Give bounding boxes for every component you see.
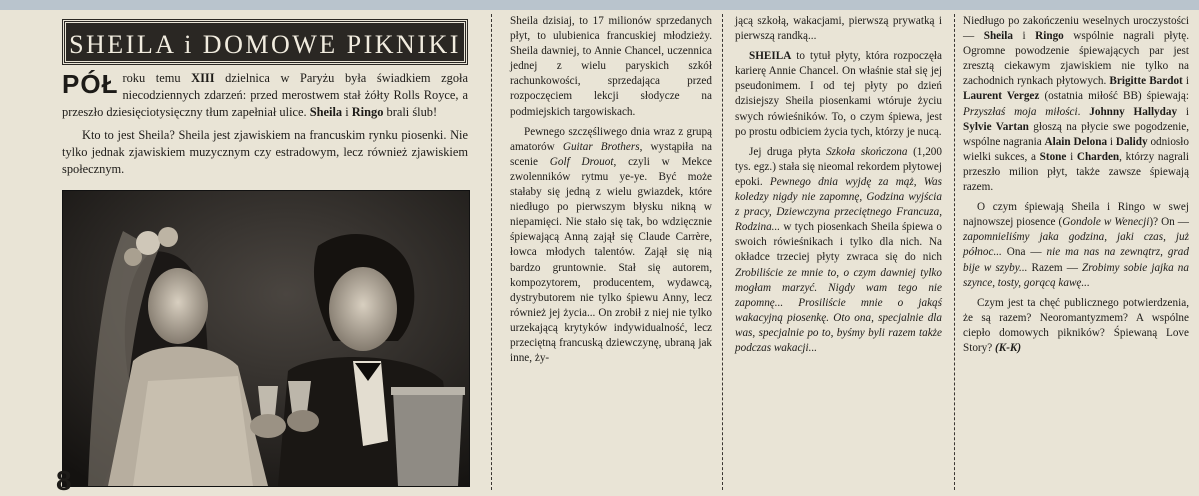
column-rule: [954, 14, 955, 490]
lead-paragraph-1: [62, 70, 468, 121]
article-paragraph: jącą szkołą, wakacjami, pierwszą prywatką i pierwszą randką...: [735, 15, 942, 43]
page-number: 8: [56, 465, 72, 496]
article-paragraph: Sheila dzisiaj, to 17 milionów sprzedanych płyt, to ulubienica francuskiej młodzieży. Sheila dawniej, to Annie Chancel, uczennica jednej z wielu paryskich szkół rachunkowości, sprzedająca przed rozpoczęciem lekcji słodycze na podmiejskich targowiskach.: [510, 15, 712, 118]
top-color-band: [0, 0, 1199, 10]
column-3: [735, 14, 942, 356]
article-paragraph: Pewnego szczęśliwego dnia wraz z grupą amatorów Guitar Brothers, wystąpiła na scenie Golf Drouot, czyli w Mekce zwolenników rytmu ye-ye. Być może stałaby się jedną z wielu gwiazdek, które niedługo po pierwszym błysku nikną w niepamięci. Nie stało się tak, bo wdzięcznie śpiewającą Anną zajął się Claude Carrère, łowca młodych talentów. Zajął się nią bardzo gruntownie. Stał się autorem, kompozytorem, producentem, wydawcą, dystrybutorem nie tylko śpiewu Anny, lecz również jej życia... On zrobił z niej nie tylko urzekającą krytyków indywidualność, lecz przeciętną francuską dziewczynę, ubraną jak inne, ży-: [510, 125, 713, 365]
article-paragraph: SHEILA to tytuł płyty, która rozpoczęła karierę Annie Chancel. On właśnie stał się jej pseudonimem. I od tej płyty po dzień dzisiejszy Sheila piosenkami wtóruje życiu swych rówieśników. To, o czym śpiewa, jest po prostu odbiciem życia tych, którzy je nucą.: [735, 50, 942, 138]
column-rule: [491, 14, 492, 490]
lead-paragraph-1-text: roku temu XIII dzielnica w Paryżu była świadkiem zgoła niecodziennych zdarzeń: przed merostwem stał żółty Rolls Royce, a przeszło dziesięciotysięczny tłum zapełniał ulice. Sheila i Ringo brali ślub!: [62, 71, 468, 119]
column-4: [963, 14, 1189, 356]
article-photo: [62, 190, 470, 487]
article-paragraph: O czym śpiewają Sheila i Ringo w swej najnowszej piosence (Gondole w Wenecji)? On — zapomnieliśmy jaka godzina, jaki czas, już północ... Ona — nie ma nas na zewnątrz, grad bije w szyby... Razem — Zrobimy sobie jajka na szynce, tosty, gorącą kawę...: [963, 201, 1189, 289]
column-2: [510, 14, 712, 366]
article-paragraph: Niedługo po zakończeniu weselnych uroczystości — Sheila i Ringo wspólnie nagrali płytę. Ogromne powodzenie śpiewających par jest zresztą ciekawym zjawiskiem nie tylko na zachodnich rynkach płytowych. Brigitte Bardot i Laurent Vergez (ostatnia miłość BB) śpiewają: Przyszłaś moja miłości. Johnny Hallyday i Sylvie Vartan głoszą na płycie swe pogodzenie, wspólne nagrania Alain Delona i Dalidy odniosło wielki sukces, a Stone i Charden, którzy nagrali przeszło milion płyt, także zawsze śpiewają razem.: [963, 15, 1190, 194]
drop-cap: PÓŁ: [62, 69, 119, 99]
article-headline: SHEILA i DOMOWE PIKNIKI: [63, 20, 467, 64]
lead-paragraph-2: Kto to jest Sheila? Sheila jest zjawiskiem na francuskim rynku piosenki. Nie tylko jednak zjawiskiem muzycznym czy estradowym, lecz również zjawiskiem społecznym.: [62, 128, 468, 176]
wedding-couple-photo: [63, 191, 469, 486]
article-lead: [62, 70, 468, 178]
article-paragraph: Jej druga płyta Szkoła skończona (1,200 tys. egz.) stała się nieomal rekordem płytowej epoki. Pewnego dnia wyjdę za mąż, Was koledzy nigdy nie zapomnę, Godzina wyjścia z pracy, Dziewczyna przeciętnego Francuza, Rodzina... w tych piosenkach Sheila śpiewa o swoich rówieśnikach i tylko dla nich. Na okładce trzeciej płyty zwraca się do nich Zrobiliście ze mnie to, o czym dawniej tylko mogłam marzyć. Nigdy wam tego nie zapomnę... Prosiliście mnie o jakąś wakacyjną piosenkę. Oto ona, specjalnie dla was, specjalnie po to, byśmy byli razem także podczas wakacji...: [735, 145, 942, 354]
column-rule: [722, 14, 723, 490]
article-paragraph: Czym jest ta chęć publicznego potwierdzenia, że są razem? Neoromantyzmem? A wspólne ciepło domowych pikników? Śpiewaną Love Story? (K-K): [963, 296, 1189, 354]
